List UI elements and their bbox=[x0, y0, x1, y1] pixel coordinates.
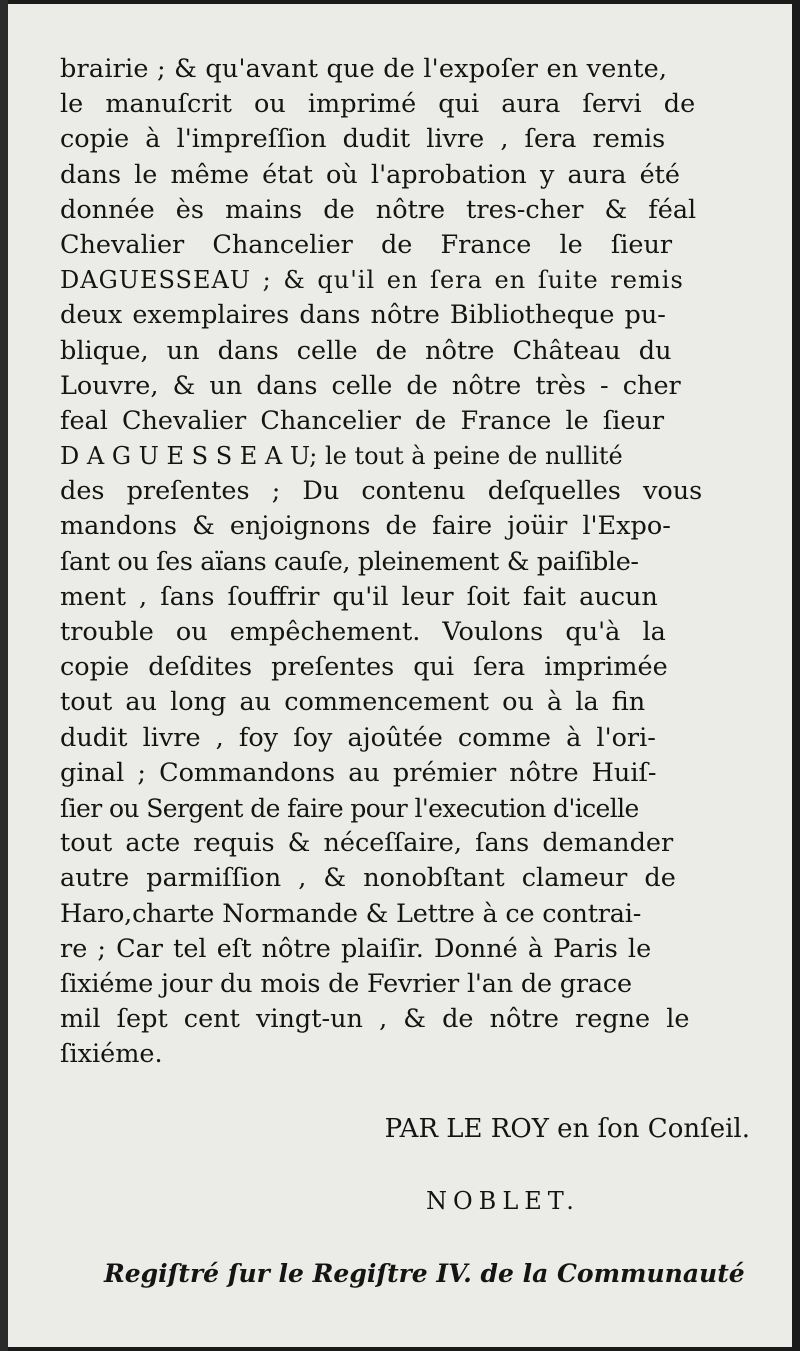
text-line: Louvre, & un dans celle de nôtre très - cher bbox=[60, 370, 681, 401]
text-line: Chevalier Chancelier de France le ſieur bbox=[60, 229, 673, 260]
text-line: ſant ou ſes aïans cauſe, pleinement & paiſible- bbox=[60, 546, 639, 577]
text-line: feal Chevalier Chancelier de France le ſieur bbox=[60, 405, 665, 436]
text-line: trouble ou empêchement. Voulons qu'à la bbox=[60, 617, 666, 647]
text-line: tout acte requis & néceſſaire, ſans demander bbox=[60, 828, 674, 859]
text-line: D A G U E S S E A U; le tout à peine de nullité bbox=[60, 442, 623, 471]
text-line: brairie ; & qu'avant que de l'expoſer en vente, bbox=[60, 54, 668, 84]
text-line: Haro,charte Normande & Lettre à ce contrai- bbox=[60, 898, 642, 929]
text-line: blique, un dans celle de nôtre Château du bbox=[60, 335, 672, 366]
signer-name: NOBLET. bbox=[426, 1187, 580, 1215]
text-line: tout au long au commencement ou à la fin bbox=[60, 687, 646, 718]
text-line: dans le même état où l'aprobation y aura été bbox=[60, 159, 681, 190]
text-line: re ; Car tel eſt nôtre plaiſir. Donné à Paris le bbox=[60, 933, 652, 964]
page-edge-shadow bbox=[0, 0, 8, 1351]
text-line: ment , ſans ſouffrir qu'il leur ſoit fait aucun bbox=[60, 581, 658, 612]
text-line: ſixiéme jour du mois de Fevrier l'an de grace bbox=[60, 968, 632, 999]
authority-line: PAR LE ROY en ſon Conſeil. bbox=[384, 1114, 750, 1144]
registration-note: Regiſtré ſur le Regiſtre IV. de la Communauté bbox=[104, 1259, 745, 1288]
text-line: copie à l'impreſſion dudit livre , ſera remis bbox=[60, 124, 666, 155]
text-line: dudit livre , foy ſoy ajoûtée comme à l'ori- bbox=[60, 722, 656, 753]
text-line: mandons & enjoignons de faire joüir l'Expo- bbox=[60, 511, 671, 542]
text-line: des preſentes ; Du contenu deſquelles vous bbox=[60, 476, 703, 507]
text-line: copie deſdites preſentes qui ſera imprimée bbox=[60, 652, 668, 683]
text-line: le manuſcrit ou imprimé qui aura ſervi de bbox=[60, 89, 696, 120]
text-line: deux exemplaires dans nôtre Bibliotheque pu- bbox=[60, 300, 666, 331]
text-line: autre parmiſſion , & nonobſtant clameur de bbox=[60, 863, 676, 894]
text-line: ſier ou Sergent de faire pour l'execution d'icelle bbox=[60, 793, 639, 823]
text-line: DAGUESSEAU ; & qu'il en ſera en ſuite remis bbox=[60, 266, 684, 295]
text-line: ginal ; Commandons au prémier nôtre Huiſ- bbox=[60, 757, 657, 788]
text-line: donnée ès mains de nôtre tres-cher & féal bbox=[60, 194, 697, 225]
text-line: mil ſept cent vingt-un , & de nôtre regne le bbox=[60, 1004, 690, 1035]
book-page bbox=[8, 4, 792, 1347]
text-line: ſixiéme. bbox=[60, 1039, 163, 1070]
privilege-text bbox=[60, 52, 750, 1072]
